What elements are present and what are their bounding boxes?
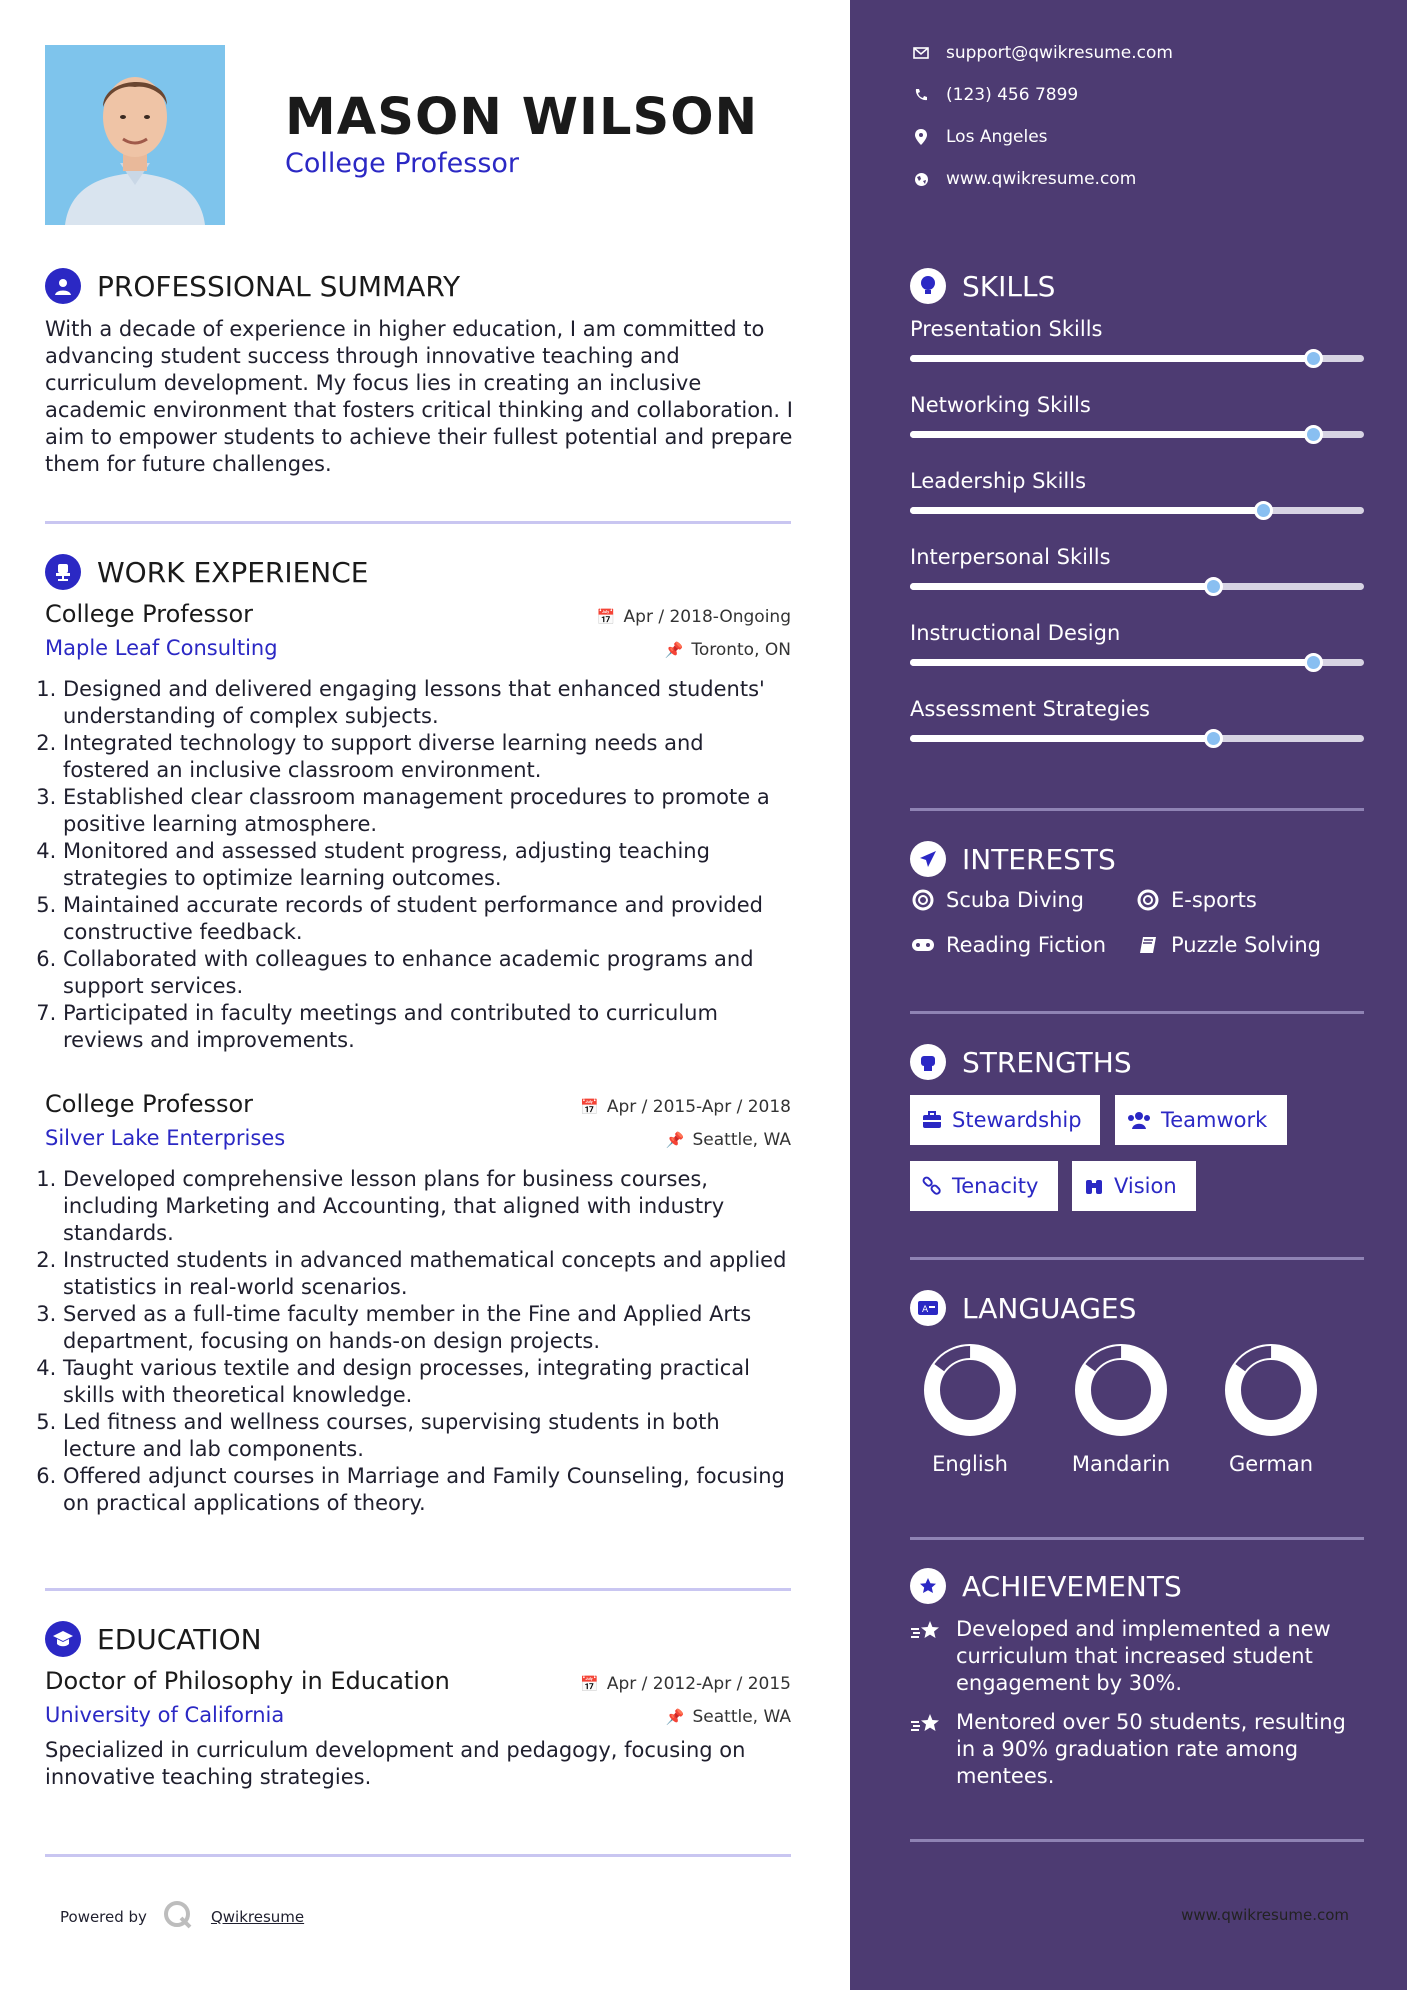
- language-ring: [922, 1342, 1018, 1438]
- qwikresume-link[interactable]: Qwikresume: [210, 1908, 305, 1926]
- education-school: University of California: [45, 1703, 285, 1727]
- language-ring-center: [942, 1362, 998, 1418]
- summary-heading-text: PROFESSIONAL SUMMARY: [97, 269, 461, 303]
- job-entry: [45, 1090, 791, 1517]
- skill-bar-fill: [910, 507, 1264, 514]
- strength-tag: [910, 1161, 1058, 1211]
- list-item: 6. Collaborated with colleagues to enhance academic programs and support services.: [63, 946, 791, 1000]
- star-badge-icon: [910, 1568, 946, 1604]
- section-divider: [910, 1839, 1364, 1842]
- candidate-title: College Professor: [285, 148, 520, 179]
- summary-text: With a decade of experience in higher education, I am committed to advancing student success through innovative teaching and curriculum development. My focus lies in creating an inclusive academic environment that fosters critical thinking and collaboration. I aim to empower students to achieve their fullest potential and prepare them for future challenges.: [45, 317, 793, 476]
- powered-by-text: Powered by: [60, 1908, 147, 1926]
- skills-heading: [910, 268, 1055, 304]
- list-item: 3. Served as a full-time faculty member in the Fine and Applied Arts department, focusing on hands-on design projects.: [63, 1301, 791, 1355]
- section-divider: [910, 1011, 1364, 1014]
- skill-label: Instructional Design: [910, 621, 1121, 645]
- list-item: 5. Led fitness and wellness courses, supervising students in both lecture and lab components.: [63, 1409, 791, 1463]
- envelope-icon: [910, 47, 932, 59]
- contact-phone: [910, 85, 1078, 105]
- job-location: [665, 640, 791, 660]
- strength-tag: [1072, 1161, 1196, 1211]
- achievement-item: [910, 1616, 1370, 1697]
- calendar-icon: 📅: [580, 1675, 599, 1693]
- language-item: [1211, 1342, 1331, 1476]
- lightbulb-icon: [910, 268, 946, 304]
- section-divider: [910, 808, 1364, 811]
- paper-plane-icon: [910, 841, 946, 877]
- skills-heading-text: SKILLS: [962, 269, 1056, 303]
- education-date: [580, 1674, 791, 1694]
- education-entry: [45, 1667, 791, 1791]
- job-bullets: [45, 1166, 791, 1517]
- contact-phone-text: (123) 456 7899: [946, 85, 1079, 105]
- skill-bar-fill: [910, 583, 1214, 590]
- skill-item: [910, 317, 1364, 362]
- skill-level-knob: [1304, 425, 1323, 444]
- skill-level-knob: [1204, 577, 1223, 596]
- job-date: [597, 607, 791, 627]
- strength-tag: [910, 1095, 1100, 1145]
- language-ring: [1223, 1342, 1319, 1438]
- pin-icon: 📌: [665, 1708, 685, 1726]
- education-date-text: Apr / 2012-Apr / 2015: [606, 1674, 791, 1694]
- job-company: Maple Leaf Consulting: [45, 636, 278, 660]
- phone-icon: [910, 88, 932, 102]
- achievement-text: Mentored over 50 students, resulting in a 90% graduation rate among mentees.: [956, 1710, 1346, 1788]
- interests-heading-text: INTERESTS: [962, 842, 1116, 876]
- work-heading: [45, 554, 368, 590]
- list-item: 5. Maintained accurate records of student performance and provided constructive feedback.: [63, 892, 791, 946]
- contact-location: [910, 127, 1048, 147]
- interest-item: [1135, 888, 1257, 912]
- briefcase-icon: [922, 1111, 942, 1129]
- life-ring-icon: [910, 889, 936, 911]
- chair-icon: [45, 554, 81, 590]
- skill-item: [910, 469, 1364, 514]
- list-item: 2. Instructed students in advanced mathematical concepts and applied statistics in real-world scenarios.: [63, 1247, 791, 1301]
- education-degree: Doctor of Philosophy in Education: [45, 1667, 450, 1695]
- job-entry: [45, 600, 791, 1054]
- section-divider: [910, 1257, 1364, 1260]
- language-ring: [1073, 1342, 1169, 1438]
- achievements-heading: [910, 1568, 1182, 1604]
- map-marker-icon: [910, 129, 932, 145]
- contact-website: [910, 169, 1136, 189]
- skill-label: Presentation Skills: [910, 317, 1103, 341]
- skill-bar: [910, 583, 1364, 590]
- book-icon: [1135, 935, 1161, 955]
- interest-label: E-sports: [1171, 888, 1257, 912]
- language-ring-center: [1243, 1362, 1299, 1418]
- language-label: German: [1228, 1452, 1314, 1476]
- shooting-star-icon: [910, 1616, 944, 1697]
- education-location-text: Seattle, WA: [692, 1707, 791, 1727]
- shooting-star-icon: [910, 1709, 944, 1790]
- interest-label: Puzzle Solving: [1171, 933, 1321, 957]
- skill-item: [910, 545, 1364, 590]
- contact-website-text[interactable]: www.qwikresume.com: [946, 169, 1137, 189]
- job-location: [666, 1130, 791, 1150]
- skill-item: [910, 697, 1364, 742]
- strength-label: Teamwork: [1161, 1108, 1268, 1132]
- education-heading: [45, 1621, 262, 1657]
- list-item: 7. Participated in faculty meetings and contributed to curriculum reviews and improvements.: [63, 1000, 791, 1054]
- strengths-heading: [910, 1044, 1132, 1080]
- language-label: Mandarin: [1071, 1452, 1171, 1476]
- education-heading-text: EDUCATION: [97, 1622, 262, 1656]
- job-date-text: Apr / 2015-Apr / 2018: [606, 1097, 791, 1117]
- education-location: [666, 1707, 791, 1727]
- calendar-icon: 📅: [580, 1098, 599, 1116]
- graduation-cap-icon: [45, 1621, 81, 1657]
- strength-tag: [1115, 1095, 1287, 1145]
- interest-item: [910, 888, 1084, 912]
- qwikresume-logo-icon: [163, 1900, 193, 1934]
- skill-item: [910, 621, 1364, 666]
- pin-icon: 📌: [664, 641, 684, 659]
- interest-item: [910, 933, 1106, 957]
- interests-heading: [910, 841, 1116, 877]
- job-location-text: Seattle, WA: [692, 1130, 791, 1150]
- skill-bar-fill: [910, 735, 1214, 742]
- section-divider: [45, 1854, 791, 1857]
- contact-email: [910, 43, 1173, 63]
- calendar-icon: 📅: [596, 608, 616, 626]
- language-ring-center: [1093, 1362, 1149, 1418]
- sidebar: [850, 0, 1407, 1990]
- list-item: 3. Established clear classroom management procedures to promote a positive learning atmosphere.: [63, 784, 791, 838]
- achievement-text: Developed and implemented a new curriculum that increased student engagement by 30%.: [956, 1617, 1331, 1695]
- skill-bar: [910, 735, 1364, 742]
- list-item: 4. Taught various textile and design processes, integrating practical skills with theoretical knowledge.: [63, 1355, 791, 1409]
- contact-location-text: Los Angeles: [946, 127, 1048, 147]
- gamepad-icon: [910, 938, 936, 952]
- interest-label: Reading Fiction: [946, 933, 1107, 957]
- language-item: [910, 1342, 1030, 1476]
- language-icon: [910, 1290, 946, 1326]
- languages-heading: [910, 1290, 1136, 1326]
- skill-label: Leadership Skills: [910, 469, 1087, 493]
- contact-email-text[interactable]: support@qwikresume.com: [946, 43, 1173, 63]
- users-icon: [1127, 1111, 1151, 1129]
- strength-label: Tenacity: [952, 1174, 1039, 1198]
- candidate-name: MASON WILSON: [285, 88, 759, 147]
- skill-bar-fill: [910, 431, 1314, 438]
- job-date-text: Apr / 2018-Ongoing: [623, 607, 791, 627]
- language-label: English: [932, 1452, 1008, 1476]
- skill-item: [910, 393, 1364, 438]
- job-date: [580, 1097, 791, 1117]
- job-title: College Professor: [45, 1090, 254, 1118]
- job-location-text: Toronto, ON: [691, 640, 791, 660]
- languages-heading-text: LANGUAGES: [962, 1291, 1137, 1325]
- list-item: 4. Monitored and assessed student progress, adjusting teaching strategies to optimize learning outcomes.: [63, 838, 791, 892]
- pin-icon: 📌: [665, 1131, 685, 1149]
- fist-icon: [910, 1044, 946, 1080]
- achievements-heading-text: ACHIEVEMENTS: [962, 1569, 1182, 1603]
- section-divider: [45, 521, 791, 524]
- job-bullets: [45, 676, 791, 1054]
- skill-label: Networking Skills: [910, 393, 1091, 417]
- skill-level-knob: [1304, 349, 1323, 368]
- list-item: 2. Integrated technology to support diverse learning needs and fostered an inclusive classroom environment.: [63, 730, 791, 784]
- section-divider: [910, 1537, 1364, 1540]
- summary-heading: [45, 268, 460, 304]
- achievement-item: [910, 1709, 1370, 1790]
- powered-by: [60, 1900, 304, 1934]
- skill-level-knob: [1254, 501, 1273, 520]
- skill-bar: [910, 507, 1364, 514]
- interest-label: Scuba Diving: [946, 888, 1084, 912]
- interest-item: [1135, 933, 1321, 957]
- life-ring-icon: [1135, 889, 1161, 911]
- skill-level-knob: [1304, 653, 1323, 672]
- skill-bar-fill: [910, 355, 1314, 362]
- profile-photo: [45, 45, 225, 225]
- work-heading-text: WORK EXPERIENCE: [97, 555, 369, 589]
- link-icon: [922, 1176, 942, 1196]
- list-item: 1. Designed and delivered engaging lessons that enhanced students' understanding of complex subjects.: [63, 676, 791, 730]
- section-divider: [45, 1588, 791, 1591]
- user-icon: [45, 268, 81, 304]
- skill-label: Interpersonal Skills: [910, 545, 1111, 569]
- skill-bar: [910, 659, 1364, 666]
- globe-icon: [910, 172, 932, 187]
- svg-text:A: A: [922, 1305, 929, 1315]
- list-item: 6. Offered adjunct courses in Marriage and Family Counseling, focusing on practical applications of theory.: [63, 1463, 791, 1517]
- job-company: Silver Lake Enterprises: [45, 1126, 286, 1150]
- binoculars-icon: [1084, 1176, 1104, 1196]
- skill-label: Assessment Strategies: [910, 697, 1150, 721]
- strengths-heading-text: STRENGTHS: [962, 1045, 1132, 1079]
- skill-bar: [910, 355, 1364, 362]
- education-description: Specialized in curriculum development and pedagogy, focusing on innovative teaching strategies.: [45, 1738, 746, 1789]
- skill-level-knob: [1204, 729, 1223, 748]
- skill-bar-fill: [910, 659, 1314, 666]
- list-item: 1. Developed comprehensive lesson plans for business courses, including Marketing and Accounting, that aligned with industry standards.: [63, 1166, 791, 1247]
- strength-label: Vision: [1114, 1174, 1177, 1198]
- footer-website[interactable]: www.qwikresume.com: [1181, 1906, 1349, 1924]
- skill-bar: [910, 431, 1364, 438]
- job-title: College Professor: [45, 600, 254, 628]
- strength-label: Stewardship: [952, 1108, 1082, 1132]
- language-item: [1061, 1342, 1181, 1476]
